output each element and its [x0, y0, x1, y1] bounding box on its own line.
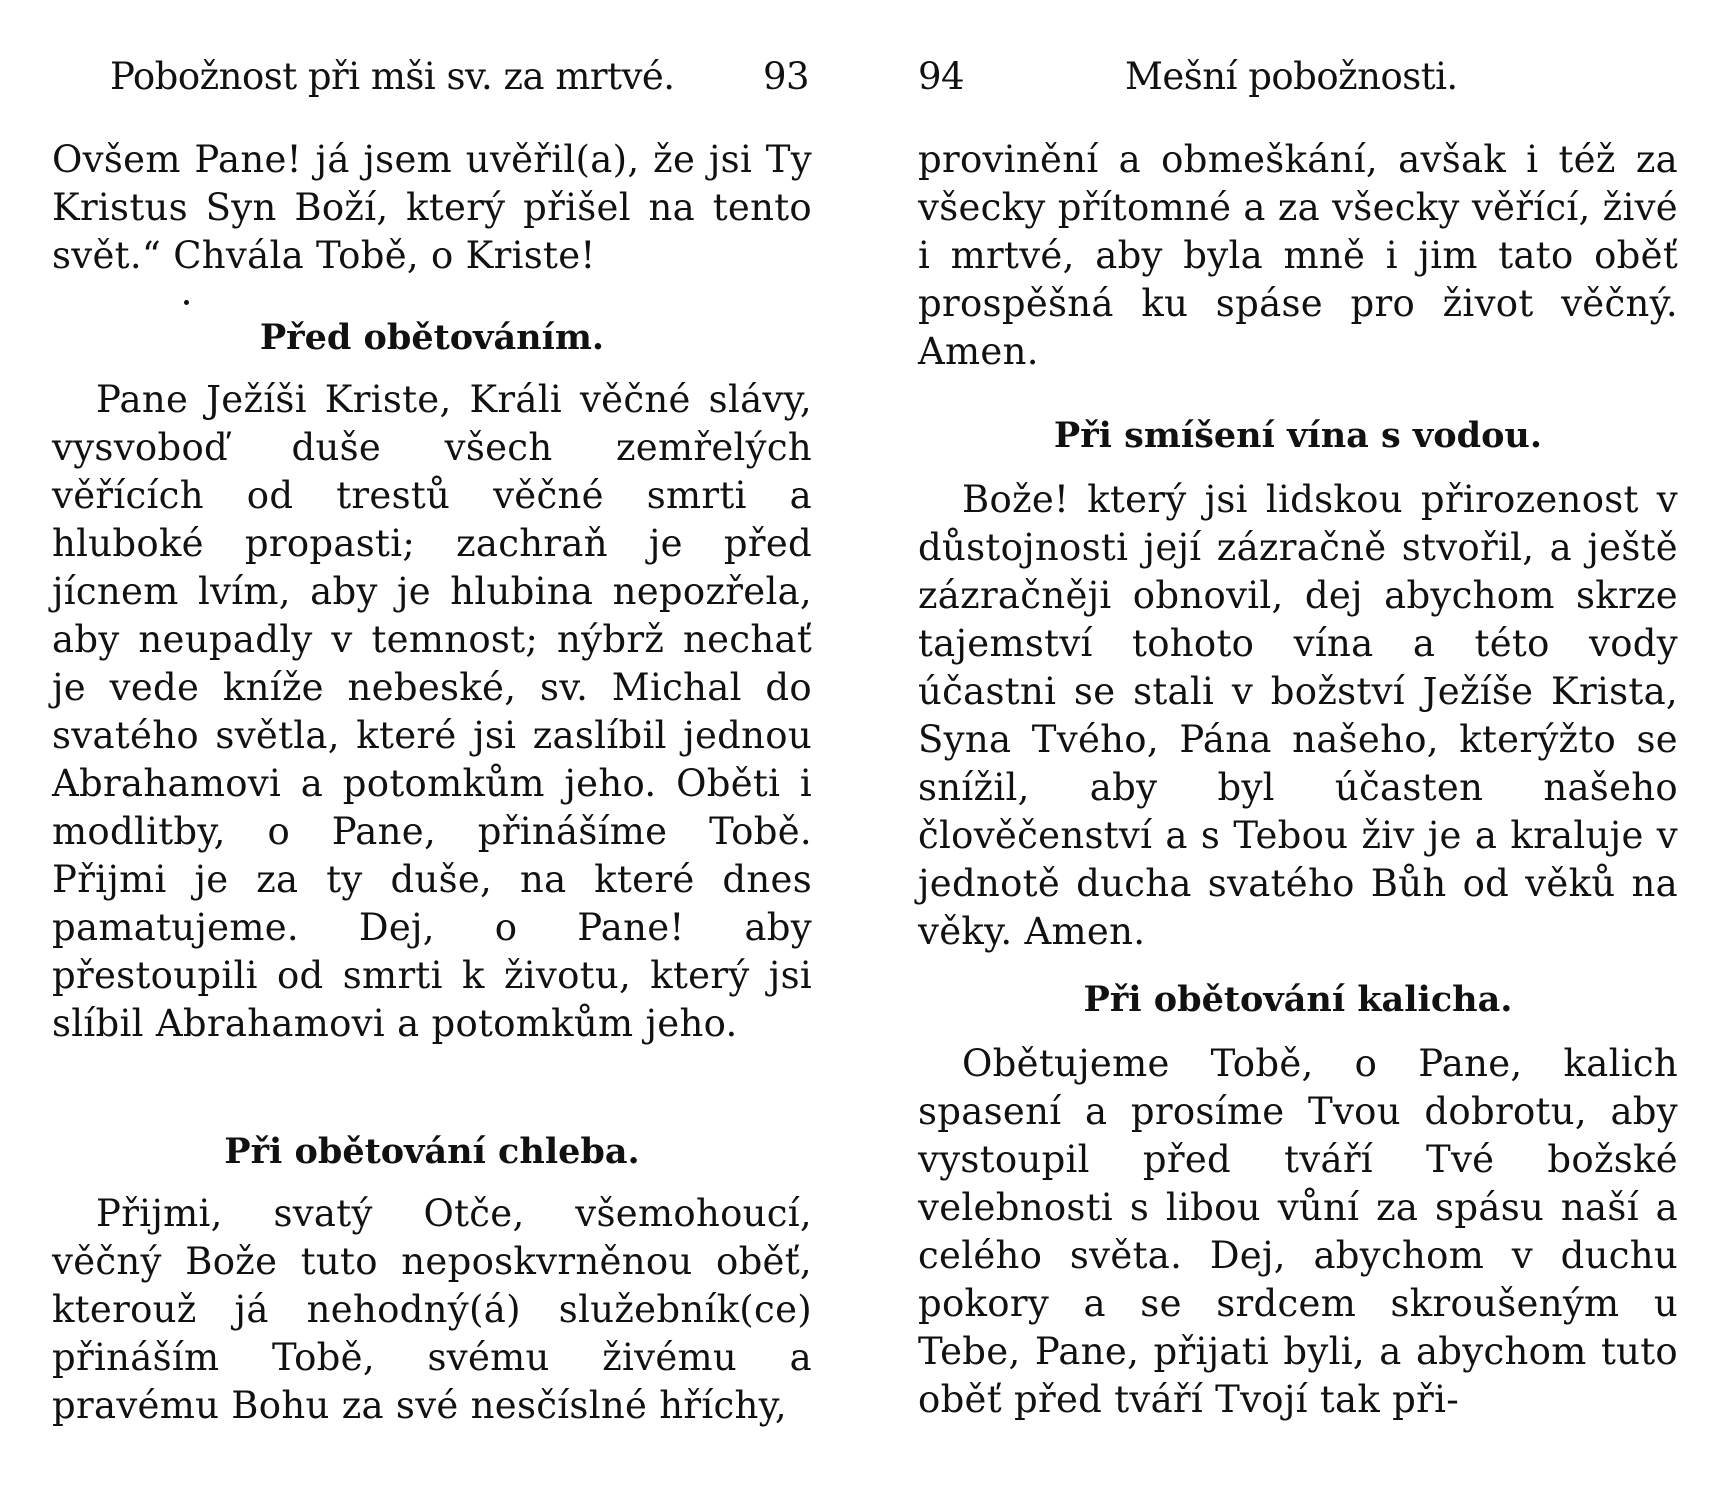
section-heading-offering-chalice: Při obětování kalicha.	[1083, 979, 1513, 1020]
left-page-number: 93	[763, 55, 810, 98]
section-heading-mixing-wine: Při smíšení vína s vodou.	[1053, 415, 1543, 456]
prayer-text: Obětujeme Tobě, o Pane, kalich spasení a prosíme Tvou dobrotu, aby vystoupil před tváří Tvé božské velebnosti s libou vůní za spásu naší a celého světa. Dej, abychom v duchu pokory a se srdcem skroušeným u Tebe, Pane, přijati byli, a abychom tuto oběť před tváří Tvojí tak při-	[918, 1042, 1678, 1421]
print-speck	[184, 300, 189, 305]
right-continued-paragraph	[918, 136, 1678, 376]
intro-text: Ovšem Pane! já jsem uvěřil(a), že jsi Ty Kristus Syn Boží, který přišel na tento svět.“ Chvála Tobě, o Kriste!	[52, 138, 812, 277]
right-page-number: 94	[918, 55, 965, 98]
left-intro-paragraph	[52, 136, 812, 280]
section-heading-before-offertory: Před obětováním.	[259, 317, 605, 358]
left-heading-1-wrap	[52, 314, 812, 362]
prayer-text: Přijmi, svatý Otče, všemohoucí, věčný Bože tuto neposkvrněnou oběť, kterouž já nehodný(á) služebník(ce) přináším Tobě, svému živému a pravému Bohu za své nesčíslné hříchy,	[52, 1192, 812, 1427]
right-prayer-2	[918, 1040, 1678, 1424]
prayer-text: Bože! který jsi lidskou přirozenost v důstojnosti její zázračně stvořil, a ještě zázračněji obnovil, dej abychom skrze tajemství tohoto vína a této vody účastni se stali v božství Ježíše Krista, Syna Tvého, Pána našeho, kterýžto se snížil, aby byl účasten našeho člověčenství a s Tebou živ je a kraluje v jednotě ducha svatého Bůh od věků na věky. Amen.	[918, 478, 1678, 953]
prayer-text: Pane Ježíši Kriste, Králi věčné slávy, vysvoboď duše všech zemřelých věřících od trestů věčné smrti a hluboké propasti; zachraň je před jícnem lvím, aby je hlubina nepozřela, aby neupadly v temnost; nýbrž nechať je vede kníže nebeské, sv. Michal do svatého světla, které jsi zaslíbil jednou Abrahamovi a potomkům jeho. Oběti i modlitby, o Pane, přinášíme Tobě. Přijmi je za ty duše, na které dnes pamatujeme. Dej, o Pane! aby přestoupili od smrti k životu, který jsi slíbil Abrahamovi a potomkům jeho.	[52, 378, 812, 1045]
left-prayer-2	[52, 1190, 812, 1430]
left-prayer-1	[52, 376, 812, 1048]
right-heading-1-wrap	[918, 412, 1678, 460]
right-page-running-header: Mešní pobožnosti.	[1125, 55, 1458, 98]
right-heading-2-wrap	[918, 976, 1678, 1024]
left-page-running-header: Pobožnost při mši sv. za mrtvé.	[110, 55, 675, 98]
left-heading-2-wrap	[52, 1128, 812, 1176]
section-heading-offering-bread: Při obětování chleba.	[224, 1131, 640, 1172]
continued-text: provinění a obmeškání, avšak i též za všecky přítomné a za všecky věřící, živé i mrtvé, aby byla mně i jim tato oběť prospěšná ku spáse pro život věčný. Amen.	[918, 138, 1678, 373]
right-prayer-1	[918, 476, 1678, 956]
